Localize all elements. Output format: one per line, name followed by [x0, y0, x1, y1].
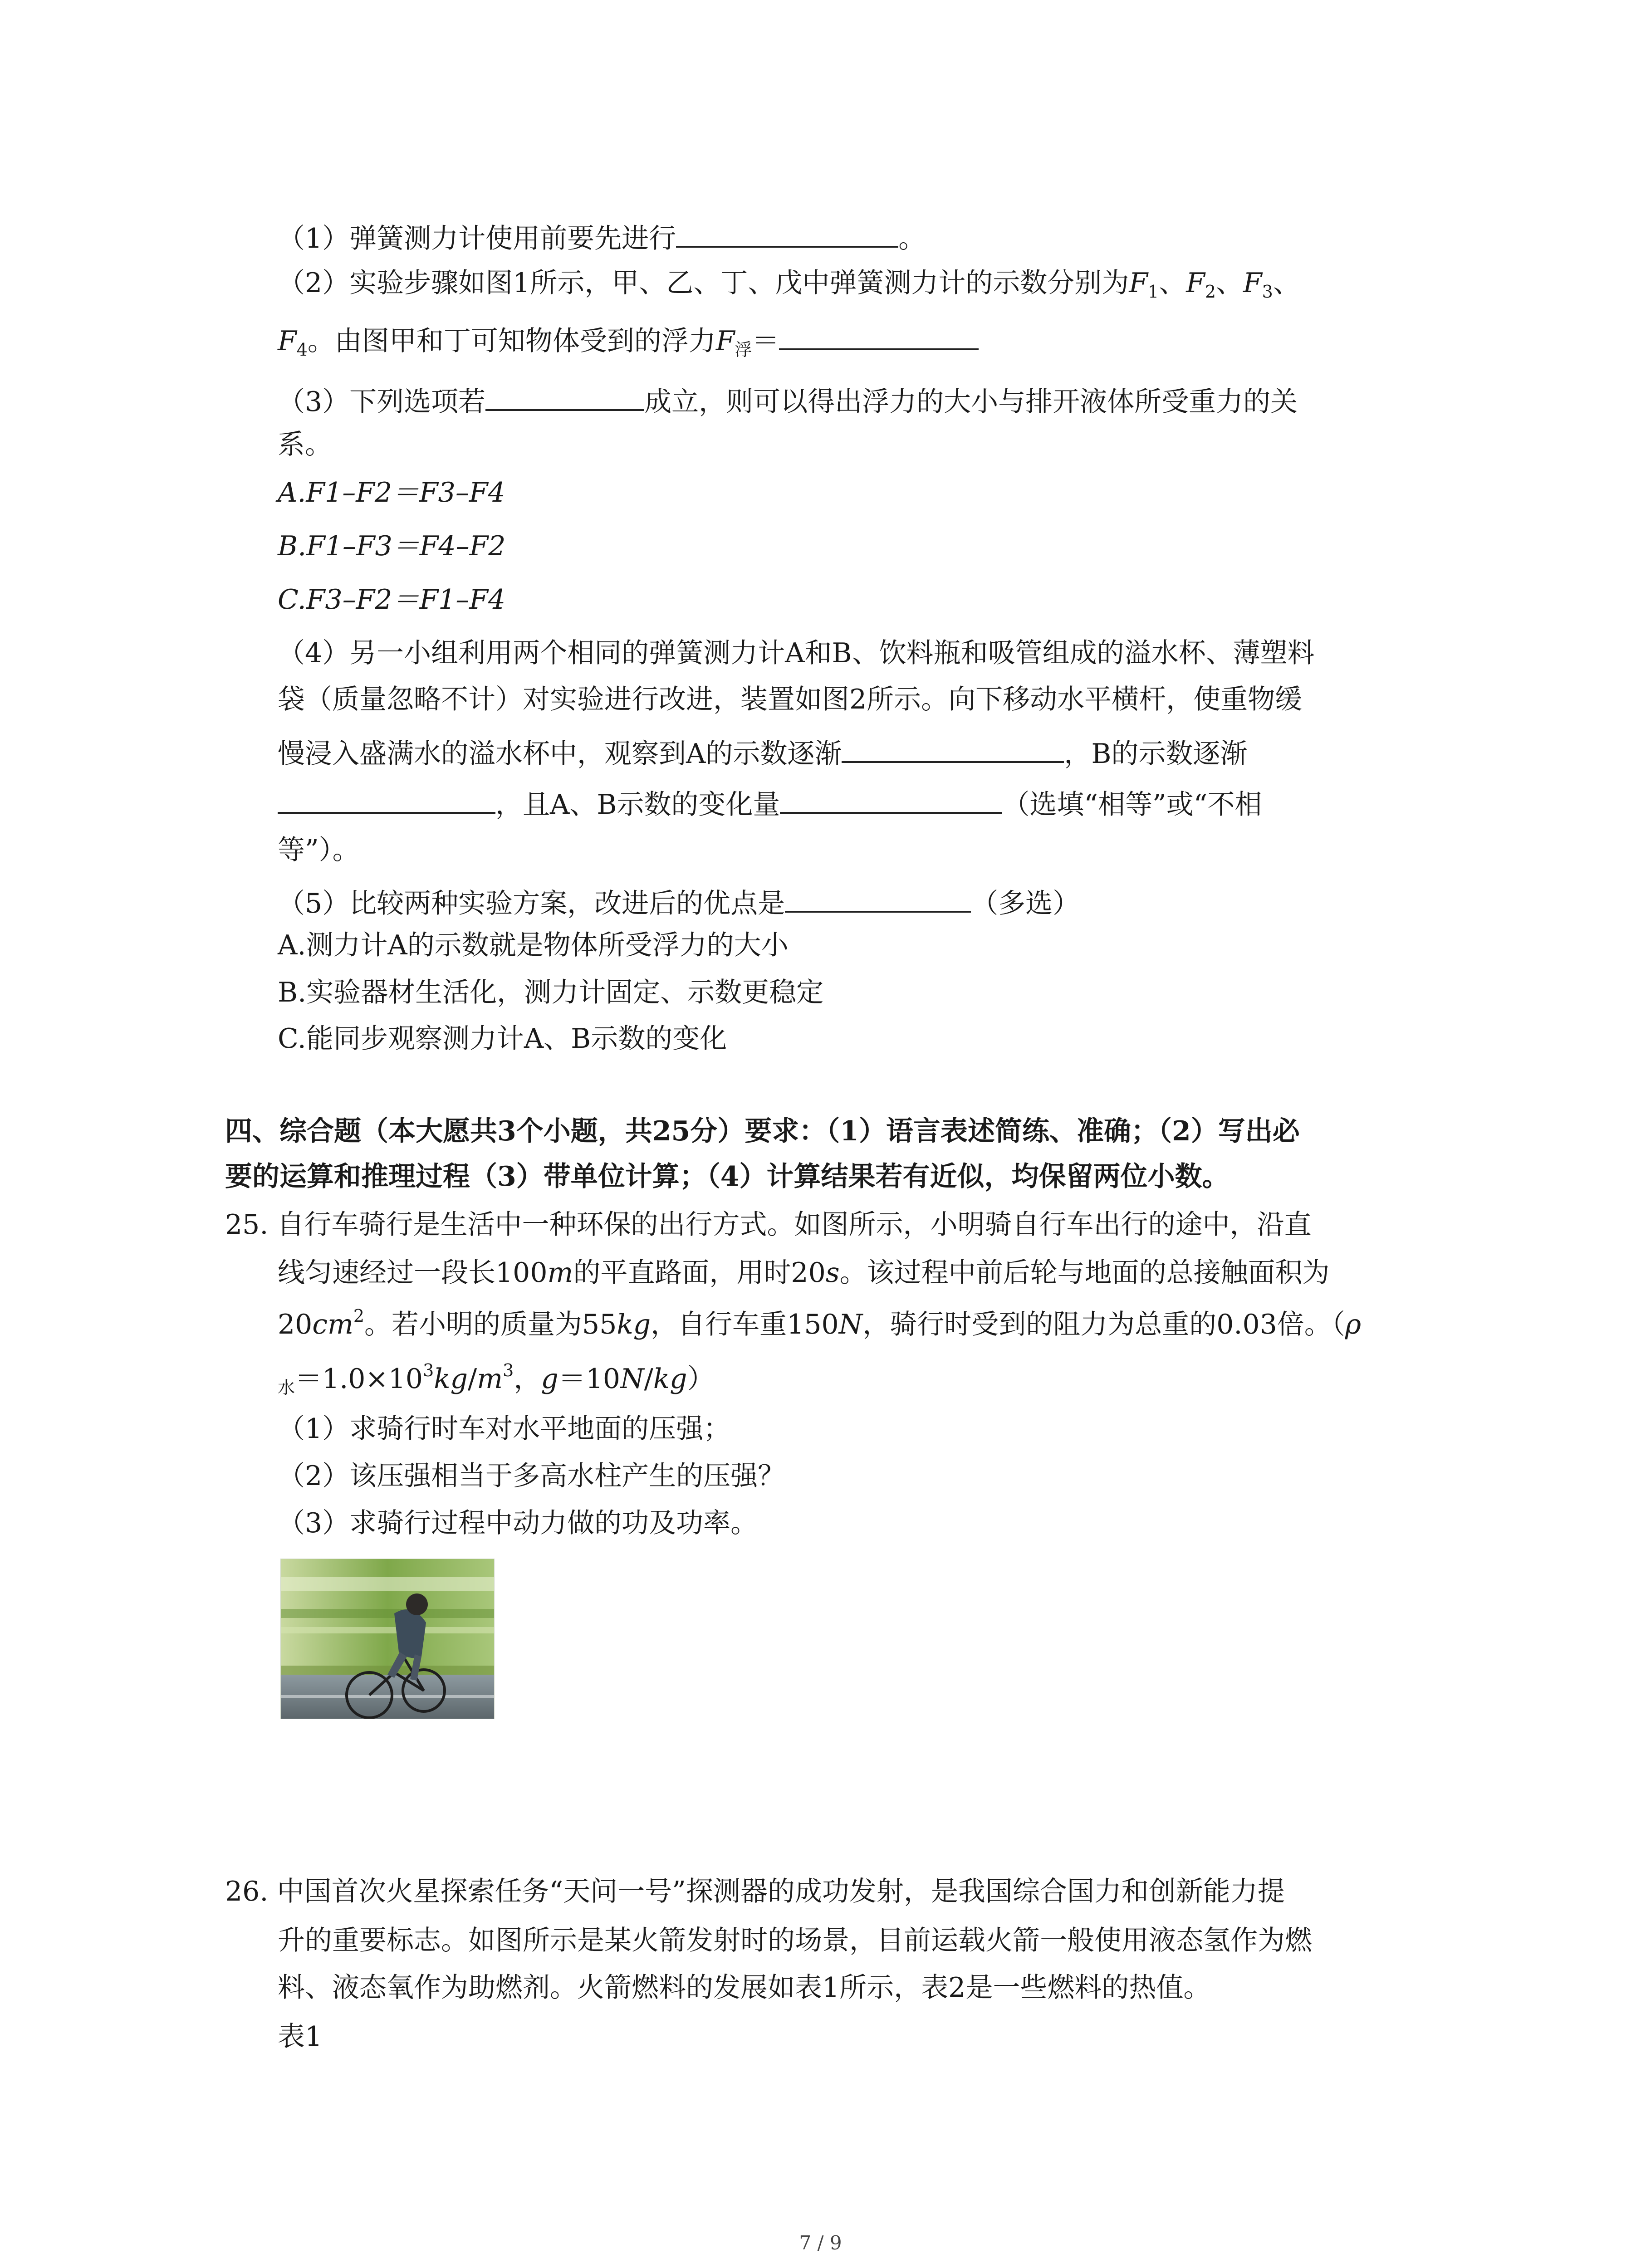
q25-subquestion-1: （1）求骑行时车对水平地面的压强； [278, 1413, 731, 1445]
q24-part2-line2: $F_4$。由图甲和丁可知物体受到的浮力$F_浮=$ [278, 319, 979, 359]
answer-blank [676, 217, 898, 248]
q25-line4: $_水=1.0\times 10^3kg/m^3$，g＝10N/kg） [278, 1360, 715, 1398]
q24-option-a: A.F1–F2＝F3–F4 [278, 477, 505, 508]
q24-part4-line3: 慢浸入盛满水的溢水杯中，观察到A的示数逐渐 ，B的示数逐渐 [278, 732, 1247, 772]
q24-option-c: C.F3–F2＝F1–F4 [278, 584, 506, 616]
section-heading-line1: 四、综合题（本大愿共3个小题，共25分）要求：（1）语言表述简练、准确；（2）写出必 [225, 1115, 1300, 1147]
q24-part3-line2: 系。 [278, 429, 332, 460]
cyclist-illustration [281, 1559, 494, 1719]
answer-blank [485, 380, 644, 411]
section-heading-line2: 要的运算和推理过程（3）带单位计算；（4）计算结果若有近似，均保留两位小数。 [225, 1161, 1230, 1193]
q24-part4-line4: ，且A、B示数的变化量 （选填“相等”或“不相 [278, 783, 1262, 823]
q24-part2-line1: （2）实验步骤如图1所示，甲、乙、丁、戊中弹簧测力计的示数分别为$F_1$、$F_2$、$F_3$、 [278, 267, 1300, 302]
answer-blank [779, 319, 979, 350]
answer-blank [842, 732, 1064, 763]
q25-subquestion-3: （3）求骑行过程中动力做的功及功率。 [278, 1507, 758, 1539]
q26-line2: 升的重要标志。如图所示是某火箭发射时的场景，目前运载火箭一般使用液态氢作为燃 [278, 1925, 1312, 1956]
q24-part5-option-b: B.实验器材生活化，测力计固定、示数更稳定 [278, 977, 824, 1008]
table-label: 表1 [278, 2021, 323, 2053]
page-number: 7 / 9 [799, 2232, 842, 2254]
q25-subquestion-2: （2）该压强相当于多高水柱产生的压强？ [278, 1460, 785, 1492]
q25-line2: 线匀速经过一段长100m的平直路面，用时20s。该过程中前后轮与地面的总接触面积为 [278, 1257, 1330, 1289]
answer-blank [278, 783, 495, 814]
q24-part4-line2: 袋（质量忽略不计）对实验进行改进，装置如图2所示。向下移动水平横杆，使重物缓 [278, 684, 1303, 715]
answer-blank [785, 882, 971, 913]
q24-part1: （1）弹簧测力计使用前要先进行 。 [278, 217, 926, 257]
q26-line1: 26. 中国首次火星探索任务“天问一号”探测器的成功发射，是我国综合国力和创新能力提 [225, 1876, 1285, 1907]
q24-part5-option-a: A.测力计A的示数就是物体所受浮力的大小 [278, 929, 789, 961]
q26-line3: 料、液态氧作为助燃剂。火箭燃料的发展如表1所示，表2是一些燃料的热值。 [278, 1972, 1211, 2004]
answer-blank [780, 783, 1002, 814]
q24-part5-option-c: C.能同步观察测力计A、B示数的变化 [278, 1023, 727, 1055]
q25-line3: $20cm^2$。若小明的质量为55kg，自行车重150N，骑行时受到的阻力为总重的0.03倍。（ρ [278, 1306, 1362, 1340]
q24-option-b: B.F1–F3＝F4–F2 [278, 530, 506, 562]
q25-line1: 25. 自行车骑行是生活中一种环保的出行方式。如图所示，小明骑自行车出行的途中，沿直 [225, 1209, 1312, 1241]
cyclist-photo [280, 1559, 495, 1719]
q24-part4-line1: （4）另一小组利用两个相同的弹簧测力计A和B、饮料瓶和吸管组成的溢水杯、薄塑料 [278, 637, 1315, 669]
q24-part5: （5）比较两种实验方案，改进后的优点是 （多选） [278, 882, 1080, 922]
q24-part3-line1: （3）下列选项若 成立，则可以得出浮力的大小与排开液体所受重力的关 [278, 380, 1298, 420]
q24-part4-line5: 等”）。 [278, 834, 360, 866]
